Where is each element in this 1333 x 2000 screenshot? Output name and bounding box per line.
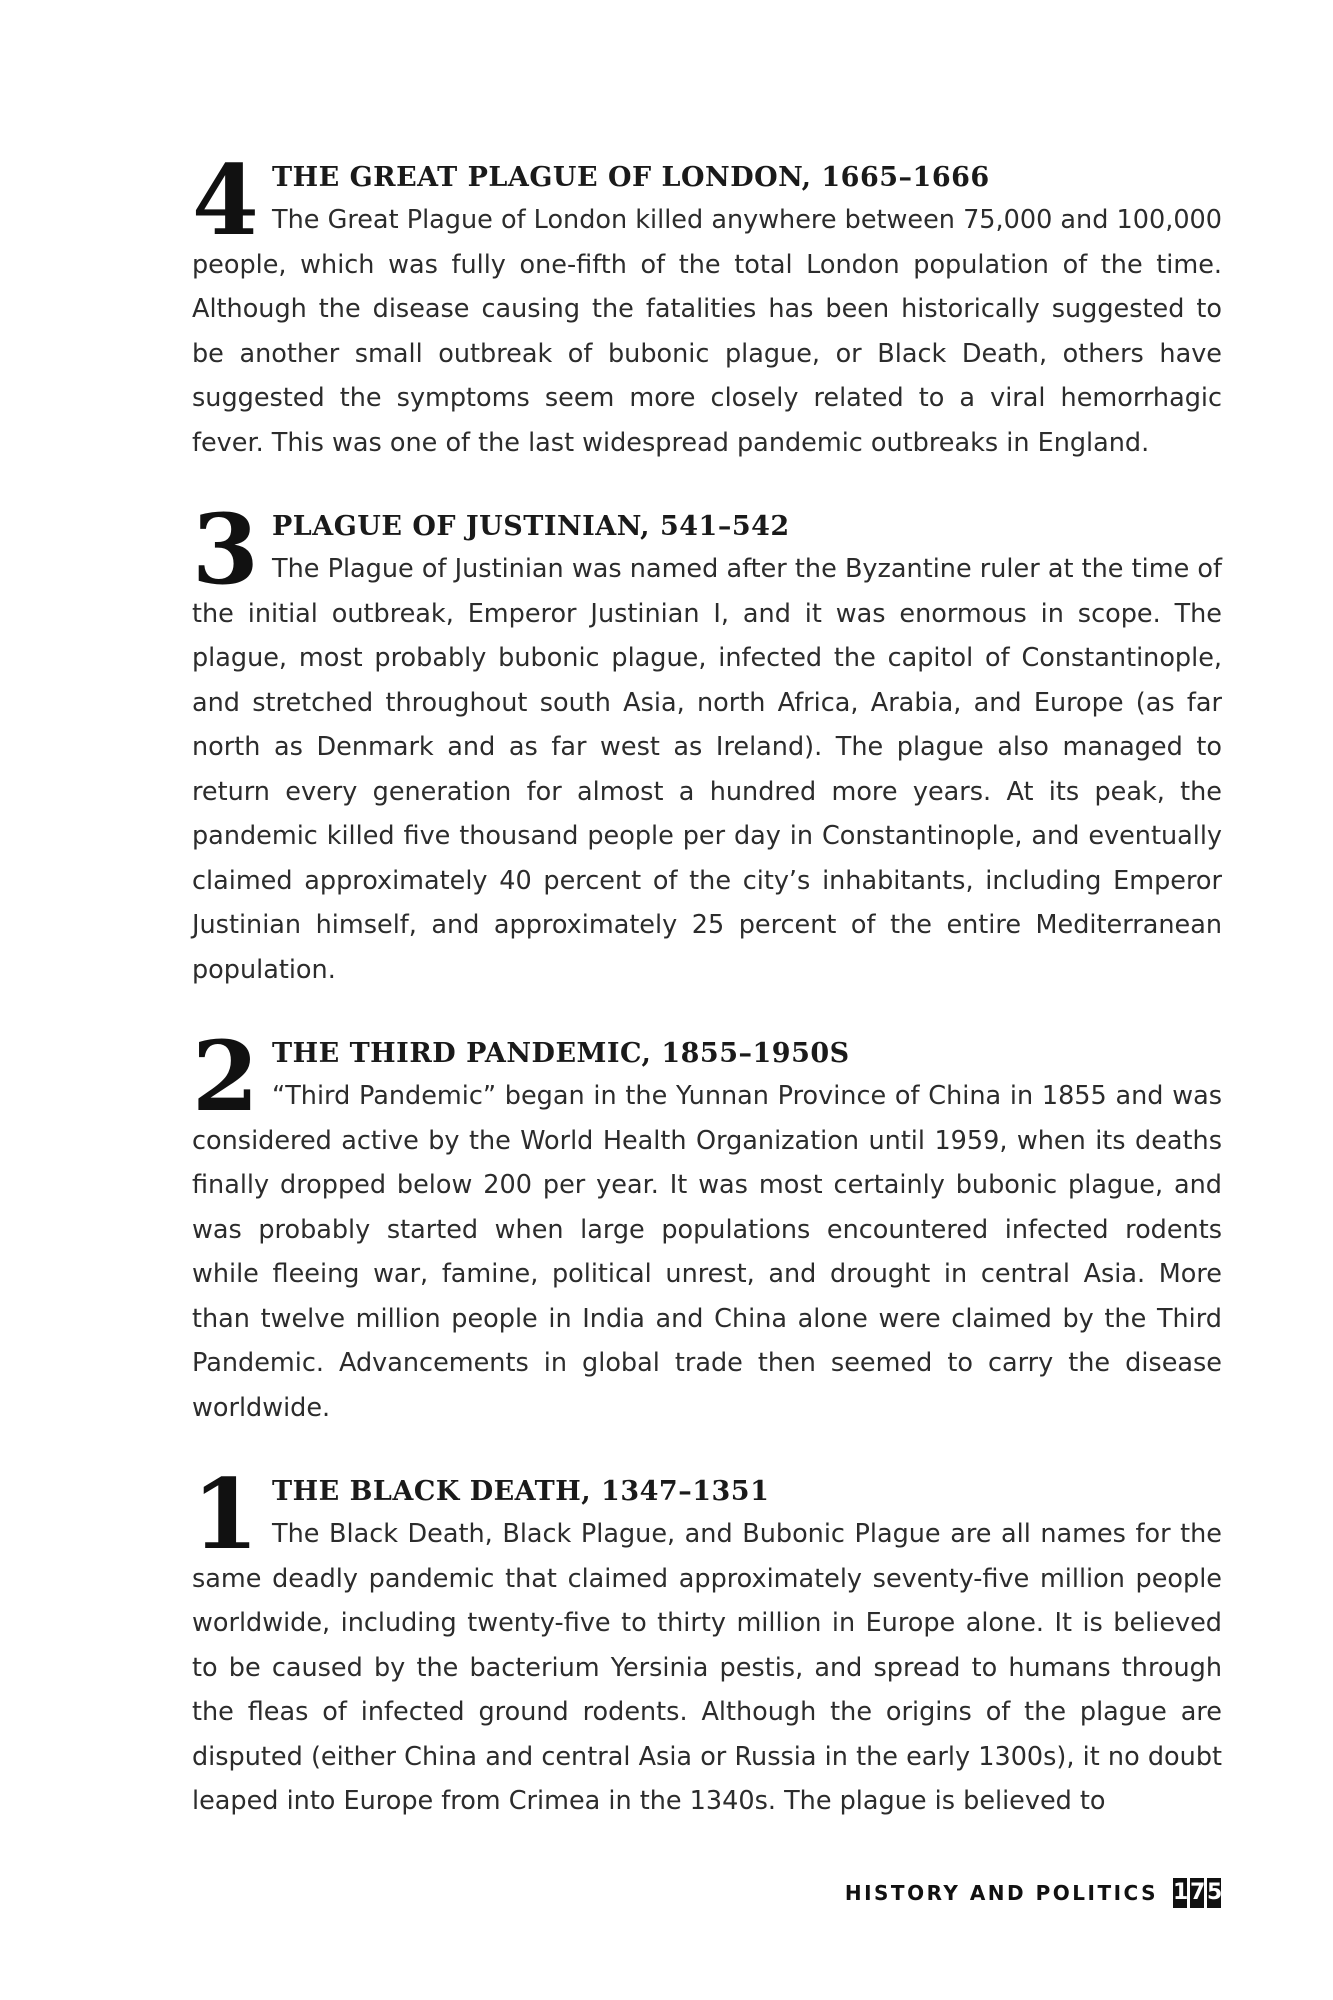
page-number-digit: 7 <box>1190 1878 1204 1908</box>
entry-black-death <box>192 1458 1222 1824</box>
entry-rank-number: 3 <box>192 493 257 606</box>
entry-plague-of-justinian <box>192 493 1222 992</box>
entry-heading: THE GREAT PLAGUE OF LONDON, 1665–1666 <box>272 162 990 193</box>
entry-body-paragraph <box>192 198 1222 465</box>
page-number-digit: 5 <box>1207 1878 1221 1908</box>
entry-great-plague-of-london <box>192 144 1222 465</box>
entry-body-paragraph <box>192 1512 1222 1824</box>
page-number <box>1170 1878 1221 1908</box>
entry-rank-number: 4 <box>192 144 257 257</box>
entry-heading: PLAGUE OF JUSTINIAN, 541–542 <box>272 511 790 542</box>
page-content <box>192 144 1222 1866</box>
entry-heading: THE BLACK DEATH, 1347–1351 <box>272 1476 770 1507</box>
entry-body-text: The Black Death, Black Plague, and Bubonic Plague are all names for the same deadly pandemic that claimed approximately seventy-five million people worldwide, including twenty-five to thirty million in Europe alone. It is believed to be caused by the bacterium Yersinia pestis, and spread to humans through the fleas of infected ground rodents. Although the origins of the plague are disputed (either China and central Asia or Russia in the early 1300s), it no doubt leaped into Europe from Crimea in the 1340s. The plague is believed to <box>192 1519 1222 1816</box>
entry-body-text: The Plague of Justinian was named after the Byzantine ruler at the time of the initial outbreak, Emperor Justinian I, and it was enormous in scope. The plague, most probably bubonic plague, infected the capitol of Constantinople, and stretched throughout south Asia, north Africa, Arabia, and Europe (as far north as Denmark and as far west as Ireland). The plague also managed to return every generation for almost a hundred more years. At its peak, the pandemic killed five thousand people per day in Constantinople, and eventually claimed approximately 40 percent of the city’s inhabitants, including Emperor Justinian himself, and approximately 25 percent of the entire Mediterranean population. <box>192 554 1222 985</box>
entry-body-text: The Great Plague of London killed anywhere between 75,000 and 100,000 people, which was fully one-fifth of the total London population of the time. Although the disease causing the fatalities has been historically suggested to be another small outbreak of bubonic plague, or Black Death, others have suggested the symptoms seem more closely related to a viral hemorrhagic fever. This was one of the last widespread pandemic outbreaks in England. <box>192 205 1222 458</box>
entry-body-paragraph <box>192 547 1222 992</box>
page-footer <box>845 1878 1221 1908</box>
entry-third-pandemic <box>192 1020 1222 1430</box>
page-number-digit: 1 <box>1173 1878 1187 1908</box>
entry-body-text: “Third Pandemic” began in the Yunnan Province of China in 1855 and was considered active by the World Health Organization until 1959, when its deaths finally dropped below 200 per year. It was most certainly bubonic plague, and was probably started when large populations encountered infected rodents while fleeing war, famine, political unrest, and drought in central Asia. More than twelve million people in India and China alone were claimed by the Third Pandemic. Advancements in global trade then seemed to carry the disease worldwide. <box>192 1081 1222 1423</box>
entry-rank-number: 1 <box>192 1458 257 1571</box>
entry-heading: THE THIRD PANDEMIC, 1855–1950S <box>272 1038 850 1069</box>
running-section-title: HISTORY AND POLITICS <box>844 1881 1158 1905</box>
entry-body-paragraph <box>192 1074 1222 1430</box>
entry-rank-number: 2 <box>192 1020 257 1133</box>
